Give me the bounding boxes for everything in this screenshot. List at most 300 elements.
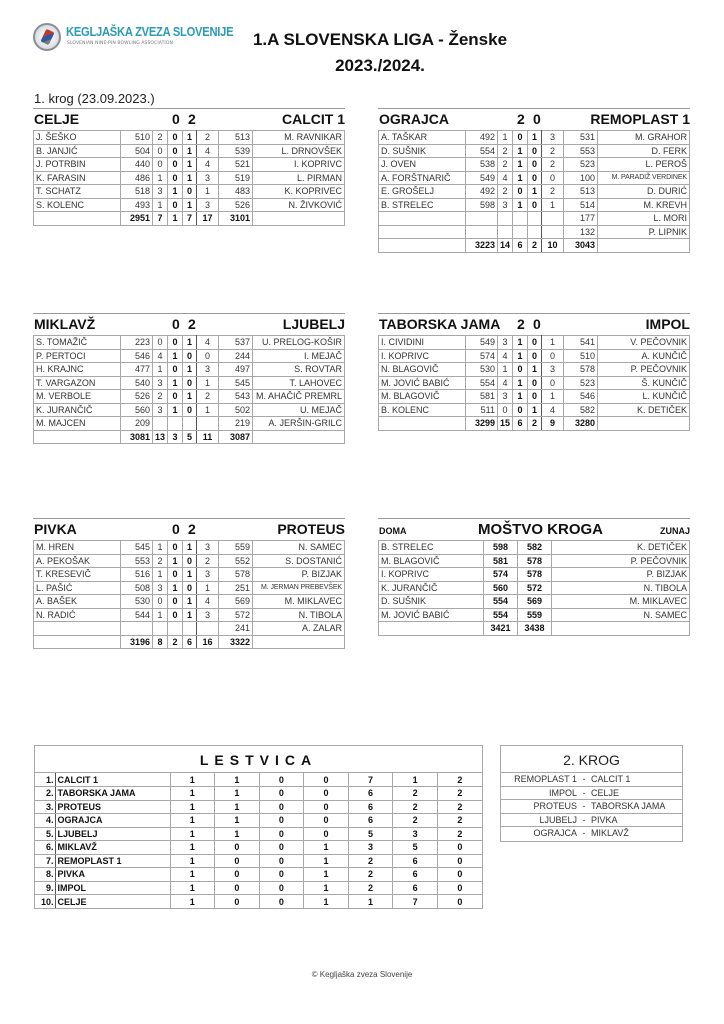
away-set-points: 2 [542, 144, 564, 158]
player-row [379, 541, 690, 555]
away-pins: 523 [564, 376, 598, 390]
away-point: 0 [528, 390, 542, 404]
home-pins: 538 [466, 158, 498, 172]
away-set-points: 2 [542, 185, 564, 199]
standings-row [35, 841, 482, 855]
away-score: 0 [533, 316, 541, 332]
away-set-points: 4 [542, 403, 564, 417]
away-player: N. TIBOLA [253, 608, 345, 622]
home-player: A. BAŠEK [34, 595, 121, 609]
home-player [379, 417, 466, 431]
home-set-points: 2 [153, 554, 168, 568]
points: 2 [437, 814, 482, 828]
away-set-points [197, 622, 219, 636]
fixture-row [501, 814, 682, 828]
away-point: 1 [183, 158, 197, 172]
player-row [379, 554, 690, 568]
draws: 0 [259, 814, 304, 828]
away-set-points: 3 [197, 568, 219, 582]
set-points-against: 1 [393, 773, 438, 787]
points: 2 [437, 827, 482, 841]
player-row [379, 131, 690, 145]
divider [378, 313, 690, 314]
best-team-table [378, 540, 690, 636]
away-pins: 531 [564, 131, 598, 145]
away-pins: 539 [219, 144, 253, 158]
away-point [528, 225, 542, 239]
home-player: M. JOVIĆ BABIĆ [379, 608, 484, 622]
fixture-home: IMPOL [548, 787, 577, 798]
position: 10. [35, 895, 55, 909]
home-pins: 492 [466, 185, 498, 199]
home-player: T. VARGAZON [34, 376, 121, 390]
player-row [379, 608, 690, 622]
match-table [33, 335, 345, 444]
home-player: P. PERTOCI [34, 349, 121, 363]
home-pins: 493 [121, 198, 153, 212]
played: 1 [170, 881, 215, 895]
divider [378, 108, 690, 109]
away-pins: 521 [219, 158, 253, 172]
away-pins: 578 [518, 554, 552, 568]
standings-row [35, 854, 482, 868]
away-pins: 497 [219, 363, 253, 377]
home-pins: 530 [121, 595, 153, 609]
player-row [379, 198, 690, 212]
home-set-points: 0 [498, 403, 513, 417]
home-pins: 574 [466, 349, 498, 363]
player-row [34, 349, 345, 363]
away-point: 0 [528, 144, 542, 158]
footer-copyright: © Kegljaška zveza Slovenije [311, 970, 413, 979]
away-player: L. DRNOVŠEK [253, 144, 345, 158]
home-player: K. JURANČIČ [379, 581, 484, 595]
position: 7. [35, 854, 55, 868]
home-pins [121, 622, 153, 636]
home-score: 0 [172, 316, 180, 332]
away-player: D. DURIĆ [598, 185, 690, 199]
away-player [598, 417, 690, 431]
away-set-points: 9 [542, 417, 564, 431]
draws: 0 [259, 800, 304, 814]
away-pins: 553 [564, 144, 598, 158]
home-set-points: 4 [498, 349, 513, 363]
match-header [33, 111, 345, 129]
away-set-points [542, 225, 564, 239]
away-player: I. KOPRIVC [253, 158, 345, 172]
away-pins: 578 [518, 568, 552, 582]
away-pins: 3280 [564, 417, 598, 431]
divider [33, 108, 345, 109]
set-points-against: 6 [393, 854, 438, 868]
player-row [379, 185, 690, 199]
home-pins: 477 [121, 363, 153, 377]
position: 9. [35, 881, 55, 895]
home-player: T. SCHATZ [34, 185, 121, 199]
set-points-against: 2 [393, 787, 438, 801]
player-row [379, 363, 690, 377]
set-points-for: 6 [348, 814, 393, 828]
match-header [378, 316, 690, 334]
player-row [34, 144, 345, 158]
total-row [34, 212, 345, 226]
away-point: 1 [183, 541, 197, 555]
away-set-points: 0 [542, 376, 564, 390]
away-pins: 559 [219, 541, 253, 555]
away-point: 0 [528, 171, 542, 185]
player-row [379, 581, 690, 595]
home-point: 6 [513, 417, 528, 431]
position: 6. [35, 841, 55, 855]
home-pins: 526 [121, 390, 153, 404]
page-title: 1.A SLOVENSKA LIGA - Ženske [252, 30, 508, 49]
player-row [34, 403, 345, 417]
home-player: J. OVEN [379, 158, 466, 172]
losses: 0 [304, 773, 349, 787]
away-point: 1 [183, 568, 197, 582]
home-set-points: 2 [153, 390, 168, 404]
losses: 1 [304, 868, 349, 882]
home-player: A. PEKOŠAK [34, 554, 121, 568]
player-row [379, 376, 690, 390]
away-pins: 100 [564, 171, 598, 185]
home-pins: 440 [121, 158, 153, 172]
away-pins: 177 [564, 212, 598, 226]
home-set-points: 1 [498, 131, 513, 145]
away-player: S. DOSTANIĆ [253, 554, 345, 568]
divider [33, 518, 345, 519]
set-points-for: 2 [348, 868, 393, 882]
away-set-points: 2 [197, 131, 219, 145]
home-point: 0 [168, 158, 183, 172]
played: 1 [170, 773, 215, 787]
standings-row [35, 868, 482, 882]
away-set-points: 0 [542, 171, 564, 185]
home-pins: 581 [466, 390, 498, 404]
home-set-points: 3 [498, 336, 513, 350]
set-points-against: 2 [393, 814, 438, 828]
played: 1 [170, 787, 215, 801]
home-pins: 598 [484, 541, 518, 555]
away-pins: 582 [564, 403, 598, 417]
away-set-points: 3 [542, 131, 564, 145]
home-pins: 3223 [466, 239, 498, 253]
match-table [33, 540, 345, 649]
match-header [378, 111, 690, 129]
home-point: 2 [168, 635, 183, 649]
home-team-name: MIKLAVŽ [34, 316, 96, 332]
played: 1 [170, 800, 215, 814]
away-point: 0 [183, 376, 197, 390]
away-pins: 519 [219, 171, 253, 185]
away-point: 0 [528, 336, 542, 350]
home-pins: 518 [121, 185, 153, 199]
fixture-separator: - [582, 787, 586, 798]
home-team-name: TABORSKA JAMA [379, 316, 501, 332]
home-set-points: 3 [498, 390, 513, 404]
home-set-points: 0 [153, 158, 168, 172]
home-player: B. JANJIĆ [34, 144, 121, 158]
home-set-points: 3 [153, 376, 168, 390]
away-point: 1 [183, 608, 197, 622]
away-player [253, 212, 345, 226]
away-point: 1 [183, 198, 197, 212]
home-point [513, 212, 528, 226]
home-set-points [498, 212, 513, 226]
away-player [552, 622, 690, 636]
wins: 0 [215, 854, 260, 868]
federation-seal-icon [33, 23, 61, 51]
home-pins: 209 [121, 417, 153, 431]
home-player: M. JOVIĆ BABIĆ [379, 376, 466, 390]
home-player: J. POTRBIN [34, 158, 121, 172]
fixture-home: PROTEUS [533, 801, 577, 811]
set-points-for: 6 [348, 800, 393, 814]
away-set-points: 16 [197, 635, 219, 649]
position: 5. [35, 827, 55, 841]
total-row [379, 239, 690, 253]
home-point: 0 [168, 363, 183, 377]
home-set-points: 2 [498, 185, 513, 199]
played: 1 [170, 868, 215, 882]
home-player: E. GROŠELJ [379, 185, 466, 199]
away-player: Š. KUNČIČ [598, 376, 690, 390]
set-points-against: 6 [393, 881, 438, 895]
home-score: 0 [172, 521, 180, 537]
away-point: 0 [528, 376, 542, 390]
losses: 1 [304, 881, 349, 895]
standings-row [35, 895, 482, 909]
away-set-points: 1 [542, 198, 564, 212]
fixture-separator: - [582, 774, 586, 784]
away-point: 1 [528, 363, 542, 377]
match-table [378, 335, 690, 431]
position: 2. [35, 787, 55, 801]
draws: 0 [259, 773, 304, 787]
points: 2 [437, 800, 482, 814]
home-pins: 508 [121, 581, 153, 595]
home-pins: 553 [121, 554, 153, 568]
home-point: 0 [168, 608, 183, 622]
home-player: M. HREN [34, 541, 121, 555]
fixture-home: LJUBELJ [539, 814, 577, 825]
away-point: 6 [183, 635, 197, 649]
home-player: I. KOPRIVC [379, 568, 484, 582]
fixture-away: CALCIT 1 [591, 774, 631, 784]
home-point: 1 [168, 376, 183, 390]
away-pins: 132 [564, 225, 598, 239]
away-player: N. ŽIVKOVIĆ [253, 198, 345, 212]
home-set-points [153, 622, 168, 636]
home-set-points: 7 [153, 212, 168, 226]
home-point: 6 [513, 239, 528, 253]
away-point [183, 622, 197, 636]
away-point [528, 212, 542, 226]
home-point [168, 622, 183, 636]
home-player: A. FORŠTNARIČ [379, 171, 466, 185]
home-point: 1 [513, 336, 528, 350]
away-team-name: IMPOL [645, 316, 690, 332]
home-set-points: 0 [153, 144, 168, 158]
away-pins: 543 [219, 390, 253, 404]
away-player: P. PEČOVNIK [552, 554, 690, 568]
player-row [379, 595, 690, 609]
played: 1 [170, 854, 215, 868]
away-point: 2 [528, 417, 542, 431]
player-row [34, 376, 345, 390]
away-point [183, 417, 197, 431]
away-point: 1 [183, 131, 197, 145]
away-player: L. MORI [598, 212, 690, 226]
home-set-points: 3 [153, 403, 168, 417]
away-pins: 569 [219, 595, 253, 609]
team: LJUBELJ [55, 827, 170, 841]
away-set-points: 0 [542, 349, 564, 363]
away-team-name: LJUBELJ [282, 316, 345, 332]
away-player: S. ROVTAR [253, 363, 345, 377]
player-row [379, 171, 690, 185]
team: REMOPLAST 1 [55, 854, 170, 868]
away-set-points: 1 [197, 376, 219, 390]
draws: 0 [259, 895, 304, 909]
home-point: 1 [168, 554, 183, 568]
away-pins: 502 [219, 403, 253, 417]
away-player: M. KREVH [598, 198, 690, 212]
away-point: 0 [183, 349, 197, 363]
standings-grid [35, 773, 482, 908]
home-team-name: PIVKA [34, 521, 77, 537]
federation-logo [33, 23, 234, 53]
away-set-points: 1 [542, 390, 564, 404]
away-pins: 219 [219, 417, 253, 431]
player-row [34, 158, 345, 172]
player-row [379, 144, 690, 158]
home-point: 1 [168, 349, 183, 363]
away-player: T. LAHOVEC [253, 376, 345, 390]
home-set-points: 1 [153, 608, 168, 622]
away-score: 2 [188, 521, 196, 537]
home-player: I. CIVIDINI [379, 336, 466, 350]
fixture-row [501, 787, 682, 801]
home-pins: 574 [484, 568, 518, 582]
home-point: 0 [168, 595, 183, 609]
fixture-away: PIVKA [591, 814, 618, 825]
home-point: 0 [513, 185, 528, 199]
home-player [34, 212, 121, 226]
away-pins: 513 [219, 131, 253, 145]
home-point: 0 [168, 131, 183, 145]
home-player [34, 635, 121, 649]
away-player: L. PEROŠ [598, 158, 690, 172]
points: 2 [437, 787, 482, 801]
away-point: 0 [183, 185, 197, 199]
home-point: 0 [513, 403, 528, 417]
home-player: M. BLAGOVIČ [379, 554, 484, 568]
home-set-points: 1 [153, 171, 168, 185]
home-pins: 504 [121, 144, 153, 158]
player-row [34, 131, 345, 145]
away-point: 1 [183, 144, 197, 158]
wins: 1 [215, 814, 260, 828]
home-player: M. BLAGOVIČ [379, 390, 466, 404]
player-row [34, 595, 345, 609]
home-set-points: 1 [153, 541, 168, 555]
set-points-for: 2 [348, 854, 393, 868]
home-point: 3 [168, 430, 183, 444]
away-point: 1 [528, 131, 542, 145]
away-player: I. MEJAČ [253, 349, 345, 363]
away-pins: 545 [219, 376, 253, 390]
home-point: 0 [513, 131, 528, 145]
away-set-points: 3 [197, 608, 219, 622]
match-table [378, 130, 690, 253]
away-pins: 3087 [219, 430, 253, 444]
standings-row [35, 881, 482, 895]
home-point: 0 [513, 363, 528, 377]
home-set-points: 4 [153, 349, 168, 363]
home-point: 0 [168, 541, 183, 555]
home-point: 1 [513, 376, 528, 390]
losses: 0 [304, 787, 349, 801]
home-pins: 3196 [121, 635, 153, 649]
player-row [34, 622, 345, 636]
away-point: 5 [183, 430, 197, 444]
away-set-points: 1 [197, 403, 219, 417]
team: TABORSKA JAMA [55, 787, 170, 801]
standings-row [35, 773, 482, 787]
away-pins: 523 [564, 158, 598, 172]
player-row [34, 554, 345, 568]
wins: 1 [215, 800, 260, 814]
home-pins: 3421 [484, 622, 518, 636]
player-row [379, 349, 690, 363]
away-team-name: REMOPLAST 1 [590, 111, 690, 127]
away-point: 0 [528, 158, 542, 172]
away-pins: 572 [518, 581, 552, 595]
set-points-for: 2 [348, 881, 393, 895]
home-player: H. KRAJNC [34, 363, 121, 377]
losses: 0 [304, 800, 349, 814]
home-point: 0 [168, 198, 183, 212]
fixture-row [501, 827, 682, 841]
away-pins: 578 [564, 363, 598, 377]
season-title: 2023./2024. [335, 56, 425, 75]
draws: 0 [259, 787, 304, 801]
away-player [253, 635, 345, 649]
home-score: 2 [517, 111, 525, 127]
home-set-points: 3 [153, 581, 168, 595]
away-player: P. PEČOVNIK [598, 363, 690, 377]
divider [378, 518, 690, 519]
home-player: S. KOLENC [34, 198, 121, 212]
away-set-points: 1 [197, 185, 219, 199]
away-player: K. DETIČEK [552, 541, 690, 555]
away-player [598, 239, 690, 253]
home-pins: 545 [121, 541, 153, 555]
away-point: 1 [528, 403, 542, 417]
home-pins: 516 [121, 568, 153, 582]
team: CELJE [55, 895, 170, 909]
home-player: B. STRELEC [379, 198, 466, 212]
away-player: P. BIZJAK [552, 568, 690, 582]
away-point: 0 [183, 581, 197, 595]
home-player: T. KRESEVIČ [34, 568, 121, 582]
away-point: 1 [183, 336, 197, 350]
away-set-points: 0 [197, 349, 219, 363]
home-pins: 486 [121, 171, 153, 185]
home-set-points: 3 [153, 185, 168, 199]
away-pins: 537 [219, 336, 253, 350]
